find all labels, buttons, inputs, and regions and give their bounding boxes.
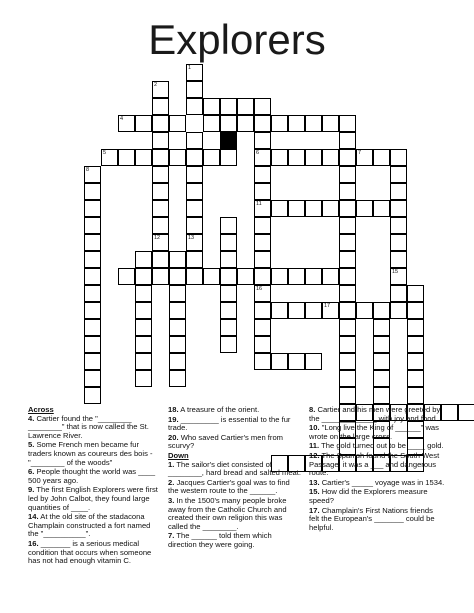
crossword-cell[interactable] [339,149,356,166]
clue-down-10: 10. "Long live the King of ______" was wrote on the large cross. [309,423,439,441]
crossword-cell[interactable] [271,268,288,285]
crossword-cell[interactable] [84,336,101,353]
crossword-cell[interactable] [390,149,407,166]
crossword-cell[interactable] [339,200,356,217]
crossword-cell[interactable] [407,353,424,370]
crossword-cell[interactable] [305,353,322,370]
clue-across-6: 6. People thought the world was ____ 500 years ago. [28,467,156,485]
crossword-cell[interactable] [339,234,356,251]
crossword-cell[interactable] [271,302,288,319]
crossword-cell[interactable] [169,353,186,370]
crossword-cell[interactable] [407,387,424,404]
crossword-cell[interactable] [169,251,186,268]
crossword-cell[interactable] [169,149,186,166]
crossword-cell[interactable] [254,353,271,370]
crossword-cell[interactable] [407,336,424,353]
clue-number: 1 [188,65,192,71]
crossword-cell[interactable] [288,200,305,217]
crossword-cell[interactable] [390,268,407,285]
crossword-cell[interactable] [152,149,169,166]
crossword-cell[interactable] [254,336,271,353]
crossword-cell[interactable] [390,183,407,200]
crossword-cell[interactable] [135,285,152,302]
crossword-cell[interactable] [152,200,169,217]
crossword-cell[interactable] [152,183,169,200]
puzzle-title: Explorers [148,16,326,63]
black-square [220,132,237,149]
crossword-cell[interactable] [101,149,118,166]
crossword-cell[interactable] [135,336,152,353]
crossword-cell[interactable] [407,285,424,302]
crossword-cell[interactable] [271,353,288,370]
clue-number: 4 [120,116,124,122]
crossword-cell[interactable] [254,285,271,302]
crossword-cell[interactable] [322,268,339,285]
clue-down-1: 1. The sailor's diet consisted of ________, hard bread and salted meat. [168,459,301,478]
crossword-cell[interactable] [152,268,169,285]
crossword-cell[interactable] [356,302,373,319]
crossword-cell[interactable] [373,149,390,166]
crossword-cell[interactable] [288,149,305,166]
crossword-cell[interactable] [390,251,407,268]
crossword-cell[interactable] [288,353,305,370]
crossword-cell[interactable] [407,319,424,336]
crossword-cell[interactable] [373,319,390,336]
crossword-cell[interactable] [390,166,407,183]
clue-down-8: 8. Cartier and his men were greeted by the _____________ with joy and food. [309,405,441,423]
crossword-cell[interactable] [407,370,424,387]
crossword-cell[interactable] [356,200,373,217]
crossword-cell[interactable] [152,132,169,149]
crossword-cell[interactable] [152,217,169,234]
crossword-cell[interactable] [322,200,339,217]
crossword-cell[interactable] [254,302,271,319]
crossword-cell[interactable] [390,302,407,319]
crossword-cell[interactable] [254,166,271,183]
crossword-cell[interactable] [84,285,101,302]
crossword-cell[interactable] [135,251,152,268]
crossword-cell[interactable] [407,302,424,319]
crossword-cell[interactable] [373,200,390,217]
clues-column-1 [28,406,160,567]
crossword-cell[interactable] [169,115,186,132]
crossword-cell[interactable] [186,234,203,251]
crossword-cell[interactable] [390,234,407,251]
crossword-cell[interactable] [254,183,271,200]
crossword-cell[interactable] [254,319,271,336]
clues-column-2 [168,406,302,551]
crossword-cell[interactable] [220,115,237,132]
crossword-cell[interactable] [220,285,237,302]
clue-number: 11 [256,201,262,207]
crossword-cell[interactable] [390,217,407,234]
crossword-cell[interactable] [84,302,101,319]
clue-down-13: 13. Cartier's _____ voyage was in 1534. [309,477,445,487]
crossword-cell[interactable] [152,81,169,98]
clue-across-14: 14. At the old site of the stadacona Champlain constructed a fort named the "__________". [28,512,151,539]
crossword-cell[interactable] [84,200,101,217]
crossword-cell[interactable] [152,98,169,115]
crossword-cell[interactable] [254,149,271,166]
clue-number: 7 [358,150,362,156]
crossword-cell[interactable] [373,302,390,319]
crossword-cell[interactable] [254,132,271,149]
crossword-cell[interactable] [135,149,152,166]
crossword-cell[interactable] [322,149,339,166]
clue-across-19: 19. _________ is essential to the fur trade. [168,414,291,433]
crossword-cell[interactable] [186,64,203,81]
clue-number: 6 [256,150,260,156]
crossword-cell[interactable] [186,132,203,149]
crossword-cell[interactable] [169,336,186,353]
crossword-cell[interactable] [288,268,305,285]
crossword-cell[interactable] [254,200,271,217]
crossword-cell[interactable] [169,285,186,302]
crossword-cell[interactable] [237,98,254,115]
crossword-cell[interactable] [84,183,101,200]
clue-number: 17 [324,303,331,309]
crossword-cell[interactable] [373,387,390,404]
clue-number: 15 [392,269,399,275]
crossword-cell[interactable] [84,353,101,370]
crossword-cell[interactable] [186,217,203,234]
crossword-cell[interactable] [186,81,203,98]
clue-down-15: 15. How did the Explorers measure speed? [309,487,428,505]
crossword-cell[interactable] [118,149,135,166]
crossword-cell[interactable] [84,217,101,234]
crossword-cell[interactable] [118,115,135,132]
clue-across-16: 16. _______ is a serious medical condition that occurs when someone has not had enough vitamin C. [28,538,152,566]
crossword-cell[interactable] [186,98,203,115]
crossword-cell[interactable] [373,353,390,370]
clue-across-4: 4. Cartier found the "________ ________" that is now called the St. Lawrence River. [28,413,149,440]
clue-across-9: 9. The first English Explorers were first led by John Calbot, they found large quantities of ____. [28,485,158,512]
crossword-cell[interactable] [152,115,169,132]
crossword-cell[interactable] [84,370,101,387]
crossword-cell[interactable] [237,115,254,132]
crossword-cell[interactable] [220,302,237,319]
crossword-cell[interactable] [203,149,220,166]
crossword-cell[interactable] [152,166,169,183]
crossword-cell[interactable] [339,387,356,404]
clue-down-2: 2. Jacques Cartier's goal was to find the western route to the ______. [168,477,290,496]
clue-number: 16 [256,286,263,292]
crossword-cell[interactable] [339,251,356,268]
crossword-cell[interactable] [339,285,356,302]
crossword-cell[interactable] [186,268,203,285]
crossword-cell[interactable] [135,268,152,285]
clue-down-7: 7. The ______ told them which direction they were going. [168,531,272,549]
crossword-cell[interactable] [339,353,356,370]
crossword-cell[interactable] [220,149,237,166]
clue-down-12: 12. The Spanish found the South West Passage, it was a ___ and dangerous route. [309,450,440,478]
clues-column-3 [309,406,445,533]
clue-number: 12 [154,235,161,241]
clue-across-20: 20. Who saved Cartier's men from scurvy? [168,432,283,451]
crossword-cell[interactable] [220,319,237,336]
crossword-cell[interactable] [322,115,339,132]
crossword-cell[interactable] [186,149,203,166]
crossword-cell[interactable] [186,251,203,268]
crossword-cell[interactable] [288,302,305,319]
crossword-cell[interactable] [220,251,237,268]
crossword-cell[interactable] [305,149,322,166]
crossword-cell[interactable] [305,302,322,319]
crossword-cell[interactable] [84,387,101,404]
crossword-cell[interactable] [169,319,186,336]
crossword-cell[interactable] [135,319,152,336]
crossword-cell[interactable] [339,319,356,336]
crossword-cell[interactable] [135,302,152,319]
crossword-cell[interactable] [305,200,322,217]
crossword-cell[interactable] [84,319,101,336]
crossword-cell[interactable] [339,132,356,149]
crossword-cell[interactable] [458,404,474,421]
clue-number: 8 [86,167,90,173]
crossword-cell[interactable] [356,149,373,166]
crossword-cell[interactable] [305,268,322,285]
crossword-cell[interactable] [288,115,305,132]
clue-number: 5 [103,150,107,156]
crossword-cell[interactable] [84,268,101,285]
crossword-cell[interactable] [135,115,152,132]
crossword-cell[interactable] [203,268,220,285]
crossword-cell[interactable] [339,370,356,387]
crossword-cell[interactable] [220,217,237,234]
crossword-cell[interactable] [254,268,271,285]
crossword-cell[interactable] [339,183,356,200]
clue-across-5: 5. Some French men became fur traders known as coureurs des bois -"________ of the woods" [28,440,153,467]
crossword-cell[interactable] [237,268,254,285]
crossword-cell[interactable] [203,115,220,132]
crossword-cell[interactable] [254,115,271,132]
clue-across-18: 18. A treasure of the orient. [168,405,260,414]
crossword-cell[interactable] [169,370,186,387]
crossword-cell[interactable] [169,302,186,319]
crossword-cell[interactable] [339,166,356,183]
crossword-cell[interactable] [203,98,220,115]
across-heading: Across [28,405,54,414]
crossword-cell[interactable] [135,370,152,387]
crossword-cell[interactable] [169,268,186,285]
crossword-cell[interactable] [152,234,169,251]
crossword-cell[interactable] [186,183,203,200]
clue-down-3: 3. In the 1500's many people broke away from the Catholic Church and created their own religion this was called the ________. [168,495,287,531]
crossword-cell[interactable] [186,166,203,183]
crossword-cell[interactable] [339,336,356,353]
crossword-cell[interactable] [84,166,101,183]
crossword-cell[interactable] [271,200,288,217]
crossword-cell[interactable] [373,336,390,353]
crossword-cell[interactable] [220,98,237,115]
crossword-cell[interactable] [186,200,203,217]
crossword-cell[interactable] [220,336,237,353]
down-heading: Down [168,450,189,460]
crossword-cell[interactable] [254,217,271,234]
crossword-cell[interactable] [373,370,390,387]
crossword-cell[interactable] [84,251,101,268]
crossword-cell[interactable] [152,251,169,268]
clue-down-11: 11. The gold turned out to be ____ gold. [309,441,444,451]
crossword-cell[interactable] [118,268,135,285]
crossword-cell[interactable] [322,302,339,319]
crossword-cell[interactable] [339,302,356,319]
clue-down-17: 17. Champlain's First Nations friends felt the European's _______ could be helpful. [309,505,435,532]
crossword-cell[interactable] [254,234,271,251]
crossword-cell[interactable] [390,285,407,302]
crossword-cell[interactable] [220,234,237,251]
crossword-cell[interactable] [339,268,356,285]
crossword-cell[interactable] [339,115,356,132]
crossword-cell[interactable] [271,115,288,132]
crossword-cell[interactable] [84,234,101,251]
crossword-cell[interactable] [135,353,152,370]
crossword-cell[interactable] [339,217,356,234]
crossword-cell[interactable] [220,268,237,285]
crossword-cell[interactable] [254,98,271,115]
clue-number: 2 [154,82,158,88]
clue-number: 13 [188,235,195,241]
crossword-cell[interactable] [271,149,288,166]
crossword-cell[interactable] [305,115,322,132]
crossword-cell[interactable] [254,251,271,268]
crossword-cell[interactable] [390,200,407,217]
